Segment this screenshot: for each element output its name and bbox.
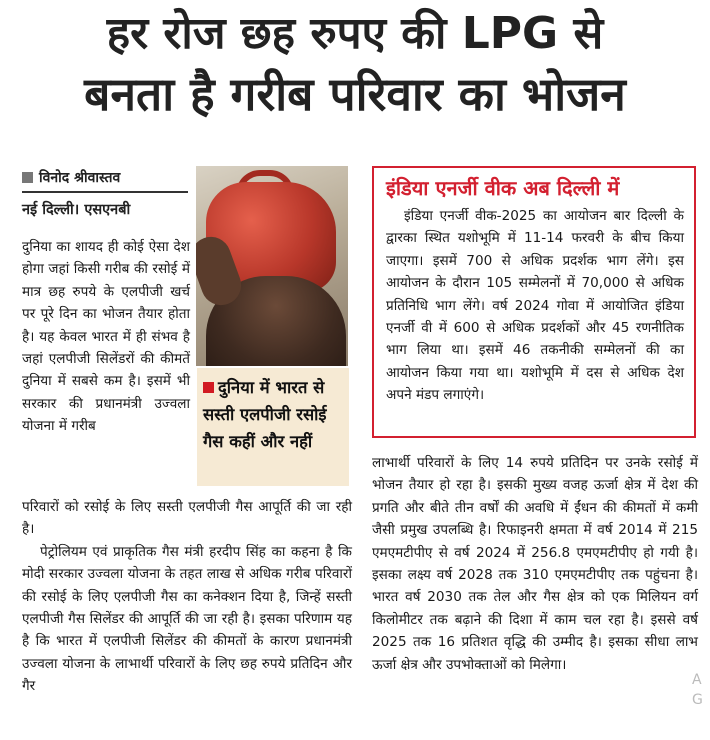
article-paragraph-1-cont: परिवारों को रसोई के लिए सस्ती एलपीजी गैस आपूर्ति की जा रही है।	[22, 499, 352, 538]
sidebar-box	[372, 166, 696, 438]
headline-line-2: बनता है गरीब परिवार का भोजन	[84, 67, 626, 121]
red-square-bullet-icon	[203, 382, 214, 393]
pull-quote-text: दुनिया में भारत से सस्ती एलपीजी रसोई गैस कहीं और नहीं	[203, 378, 327, 451]
lpg-cylinder-photo	[196, 166, 348, 366]
dateline: नई दिल्ली। एसएनबी	[22, 202, 131, 218]
article-column-left-narrow	[22, 236, 190, 438]
pull-quote	[197, 368, 349, 486]
watermark: A G	[692, 672, 703, 708]
article-column-left-wide	[22, 496, 352, 698]
headline-line-1: हर रोज छह रुपए की LPG से	[106, 8, 604, 59]
article-paragraph-2: पेट्रोलियम एवं प्राकृतिक गैस मंत्री हरदीप सिंह का कहना है कि मोदी सरकार उज्वला योजना के तहत लाख से अधिक गरीब परिवारों की रसोई के लिए एलपीजी गैस का कनेक्शन दिया है, जिन्हें सस्ती एलपीजी गैस सिलेंडर की आपूर्ति की जा रही है। इसका परिणाम यह है कि भारत में एलपीजी सिलेंडर की कीमतों के कारण प्रधानमंत्री उज्वला योजना के लाभार्थी परिवारों के लिए छह रुपये प्रतिदिन और गैर	[22, 543, 352, 695]
sidebar-box-title: इंडिया एनर्जी वीक अब दिल्ली में	[386, 176, 620, 200]
article-paragraph-1: दुनिया का शायद ही कोई ऐसा देश होगा जहां किसी गरीब की रसोई में मात्र छह रुपये के एलपीजी खर्च पर पूरे दिन का भोजन तैयार होता है। यह केवल भारत में ही संभव है जहां एलपीजी सिलेंडरों की कीमतें दुनिया में सबसे कम है। इसमें भी सरकार की प्रधानमंत्री उज्वला योजना में गरीब	[22, 239, 190, 435]
headline	[0, 4, 710, 124]
sidebar-box-body: इंडिया एनर्जी वीक-2025 का आयोजन बार दिल्ली के द्वारका स्थित यशोभूमि में 11-14 फरवरी के बीच किया जाएगा। इसमें 700 से अधिक प्रदर्शक भाग लेंगे। इस आयोजन के दौरान 105 सम्मेलनों में 70,000 से अधिक प्रतिनिधि भाग लेंगे। वर्ष 2024 गोवा में आयोजित इंडिया एनर्जी वी में 600 से अधिक प्रदर्शकों और 45 रणनीतिक भाग लिया था। इसमें 46 तकनीकी सम्मेलनों की का आयोजन किया गया था। यशोभूमि में दस से अधिक देश अपने मंडप लगाएंगे।	[386, 208, 684, 404]
author-name: विनोद श्रीवास्तव	[39, 170, 121, 186]
byline	[22, 168, 188, 219]
square-bullet-icon	[22, 172, 33, 183]
byline-author	[22, 168, 188, 193]
article-column-right	[372, 452, 698, 676]
article-paragraph-3: लाभार्थी परिवारों के लिए 14 रुपये प्रतिदिन पर उनके रसोई में भोजन तैयार हो रहा है। इसकी मुख्य वजह ऊर्जा क्षेत्र में देश की प्रगति और बीते तीन वर्षों की अवधि में ईंधन की कीमतों में कमी जैसी प्रमुख उपलब्धि है। रिफाइनरी क्षमता में वर्ष 2014 में 215 एमएमटीपीए से वर्ष 2024 में 256.8 एमएमटीपीए हो गयी है। इसका लक्ष्य वर्ष 2028 तक 310 एमएमटीपीए तक पहुंचना है। भारत वर्ष 2030 तक तेल और गैस क्षेत्र को एक मिलियन वर्ग किलोमीटर तक बढ़ाने की दिशा में काम चल रहा है। इससे वर्ष 2025 तक 16 प्रतिशत वृद्धि की उम्मीद है। इसका सीधा लाभ ऊर्जा क्षेत्र और उपभोक्ताओं को मिलेगा।	[372, 455, 698, 673]
